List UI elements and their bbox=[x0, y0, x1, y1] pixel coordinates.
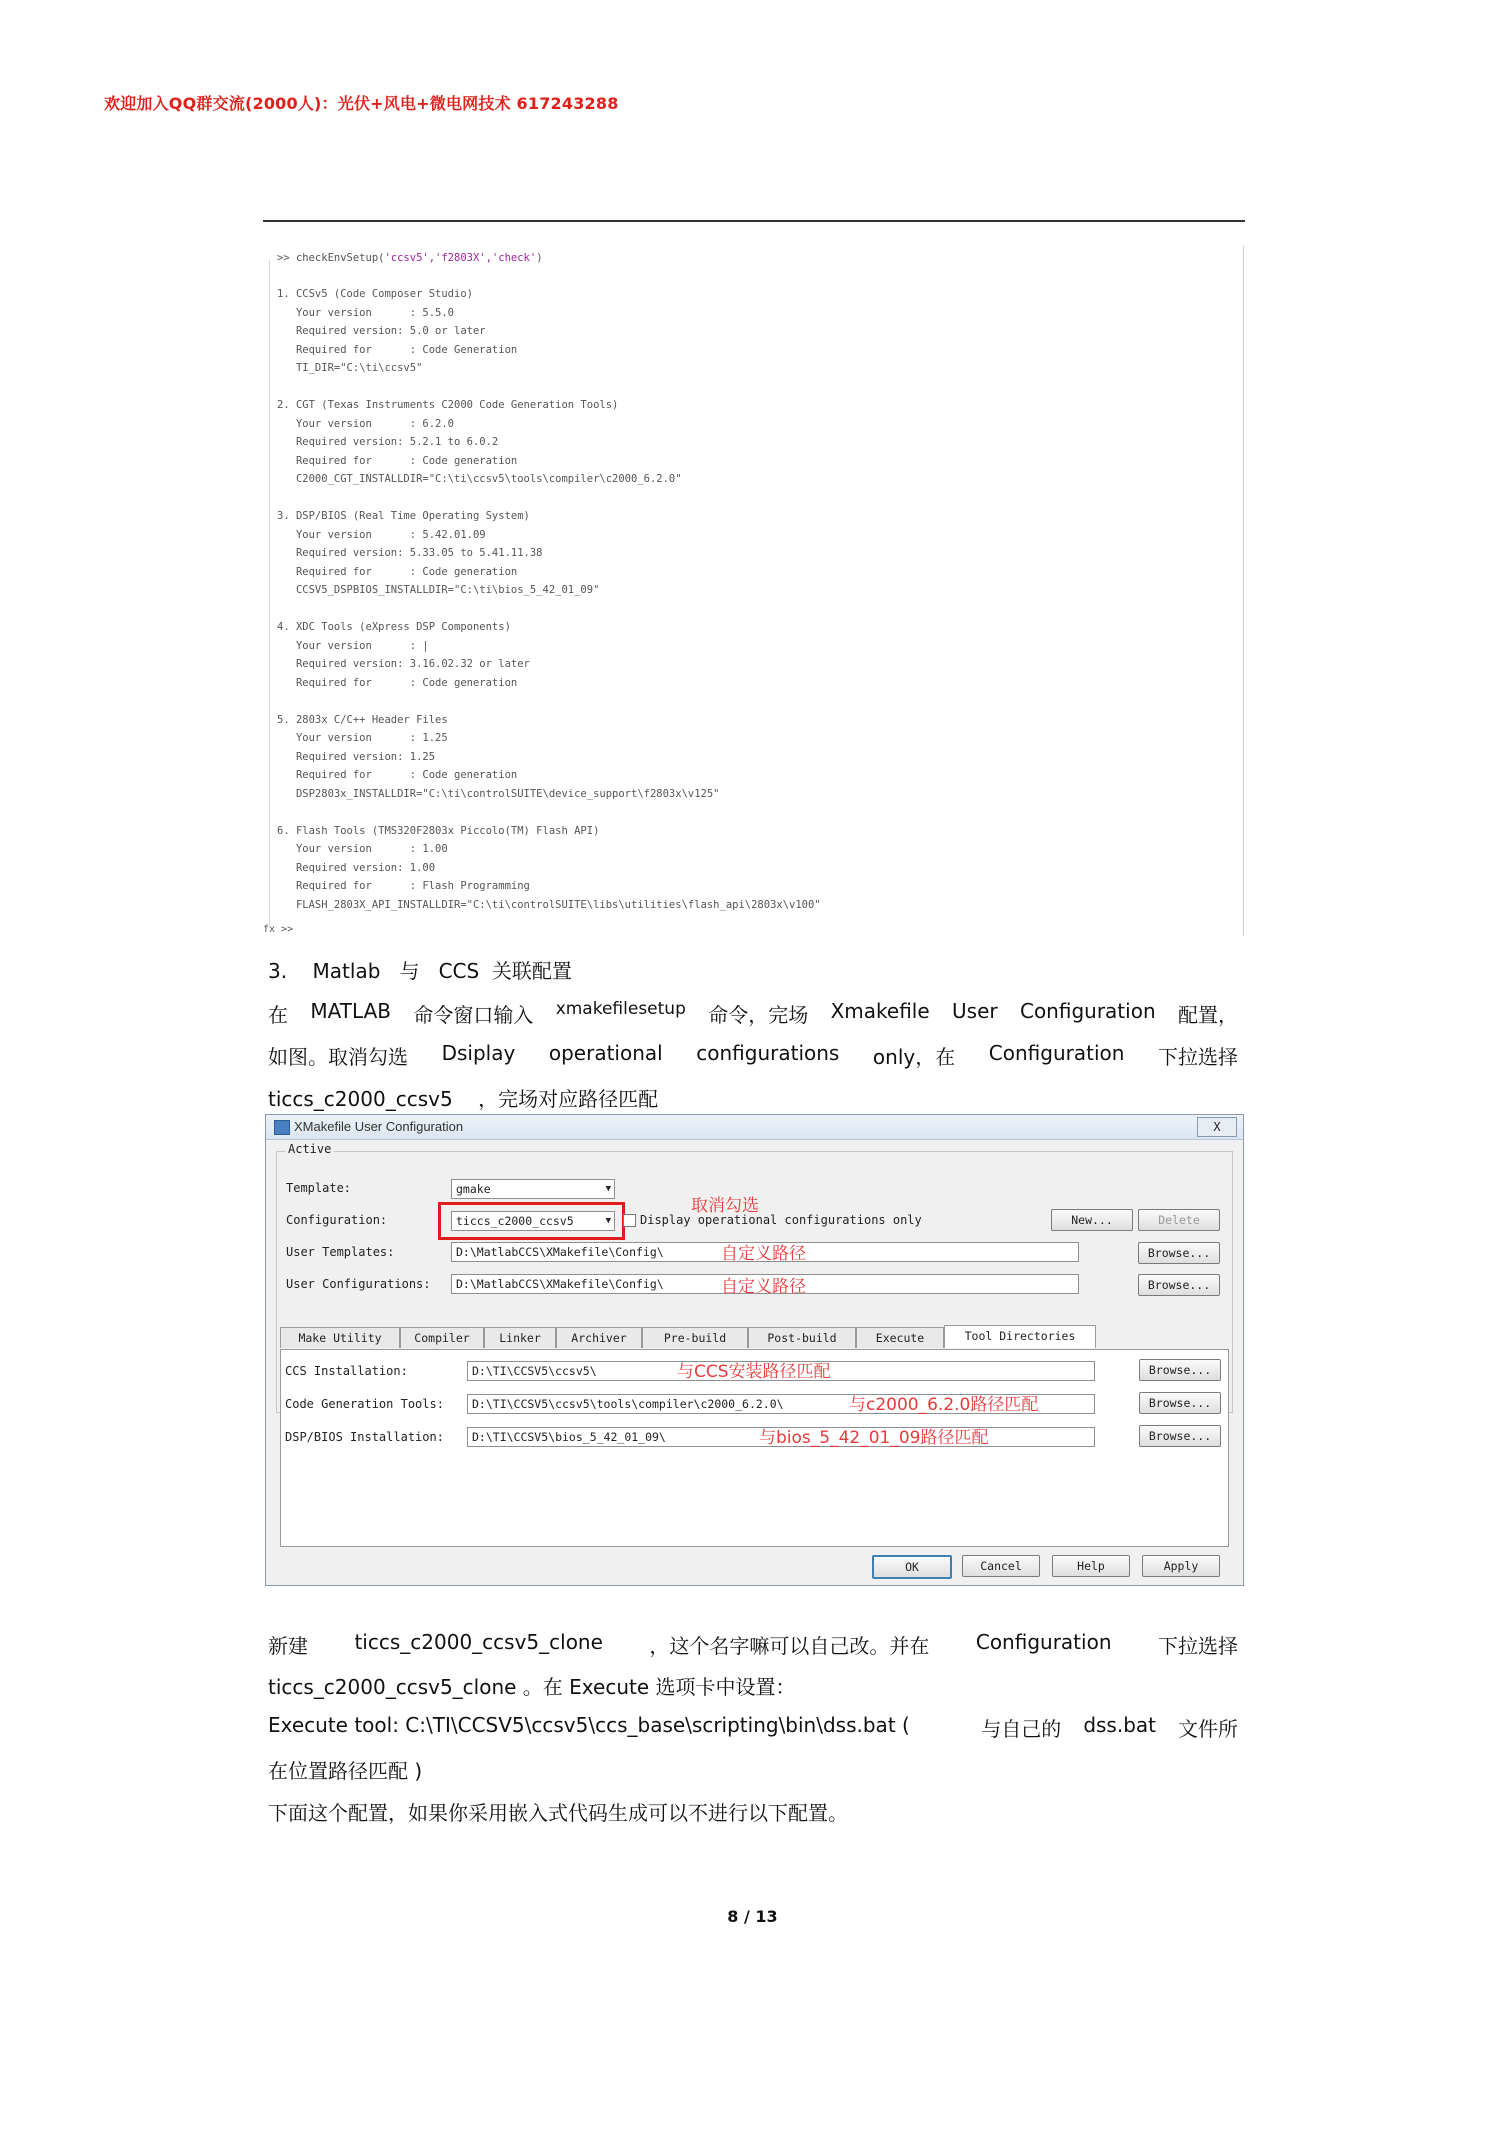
browse-bios-button[interactable]: Browse... bbox=[1139, 1425, 1221, 1447]
console-line: Required version: 3.16.02.32 or later bbox=[277, 658, 530, 670]
console-line: Required for : Flash Programming bbox=[277, 880, 530, 892]
tab-execute[interactable]: Execute bbox=[856, 1327, 944, 1348]
tab-post-build[interactable]: Post-build bbox=[748, 1327, 856, 1348]
console-line: Required version: 5.2.1 to 6.0.2 bbox=[277, 436, 499, 448]
tab-make-utility[interactable]: Make Utility bbox=[280, 1327, 400, 1348]
paragraph-line-1: 在 MATLAB 命令窗口输入 xmakefilesetup 命令，完场 Xmakefile User Configuration 配置， bbox=[268, 999, 1238, 1027]
ok-button[interactable]: OK bbox=[872, 1555, 952, 1579]
tab-compiler[interactable]: Compiler bbox=[400, 1327, 484, 1348]
annotation-custom-path-1: 自定义路径 bbox=[721, 1244, 806, 1264]
console-line: Required version: 5.0 or later bbox=[277, 325, 486, 337]
user-templates-label: User Templates: bbox=[286, 1245, 395, 1259]
console-line: Your version : 6.2.0 bbox=[277, 417, 455, 430]
annotation-uncheck: 取消勾选 bbox=[691, 1196, 759, 1216]
annotation-custom-path-2: 自定义路径 bbox=[721, 1277, 806, 1297]
user-templates-field[interactable]: D:\MatlabCCS\XMakefile\Config\ bbox=[451, 1242, 1079, 1262]
console-line: Your version : 5.42.01.09 bbox=[277, 528, 486, 541]
close-button[interactable]: X bbox=[1197, 1117, 1237, 1137]
annotation-ccs-match: 与CCS安装路径匹配 bbox=[677, 1362, 831, 1382]
console-line: 6. Flash Tools (TMS320F2803x Piccolo(TM) Flash API) bbox=[277, 824, 600, 837]
browse-cgt-button[interactable]: Browse... bbox=[1139, 1392, 1221, 1414]
active-group-label: Active bbox=[285, 1142, 334, 1156]
console-line: 3. DSP/BIOS (Real Time Operating System) bbox=[277, 510, 530, 522]
tab-tool-directories[interactable]: Tool Directories bbox=[944, 1325, 1096, 1348]
configuration-select[interactable]: ticcs_c2000_ccsv5 ▼ bbox=[451, 1211, 615, 1231]
console-line: 4. XDC Tools (eXpress DSP Components) bbox=[277, 621, 511, 633]
console-line: Required version: 1.00 bbox=[277, 861, 436, 874]
section-heading: 3. Matlab 与 CCS 关联配置 bbox=[268, 959, 572, 983]
configuration-label: Configuration: bbox=[286, 1213, 388, 1227]
user-configurations-field[interactable]: D:\MatlabCCS\XMakefile\Config\ bbox=[451, 1274, 1079, 1294]
console-line: Your version : 1.25 bbox=[277, 732, 448, 744]
after-line-1: 新建 ticcs_c2000_ccsv5_clone ，这个名字嘛可以自己改。并在 Configuration 下拉选择 bbox=[268, 1630, 1238, 1658]
code-generation-tools-label: Code Generation Tools: bbox=[285, 1397, 444, 1411]
console-line: TI_DIR="C:\ti\ccsv5" bbox=[277, 362, 423, 374]
console-command: >> checkEnvSetup('ccsv5','f2803X','check') bbox=[277, 252, 543, 264]
highlight-box bbox=[438, 1202, 625, 1240]
paragraph-line-3: ticcs_c2000_ccsv5 ，完场对应路径匹配 bbox=[268, 1087, 659, 1111]
display-operational-label: Display operational configurations only bbox=[640, 1213, 922, 1227]
annotation-cgt-match: 与c2000_6.2.0路径匹配 bbox=[849, 1395, 1039, 1415]
tab-strip bbox=[280, 1327, 1229, 1349]
dialog-title: XMakefile User Configuration bbox=[294, 1119, 464, 1134]
cancel-button[interactable]: Cancel bbox=[962, 1555, 1040, 1577]
console-line: Required for : Code generation bbox=[277, 565, 518, 578]
console-line: 1. CCSv5 (Code Composer Studio) bbox=[277, 288, 473, 300]
dsp-bios-installation-field[interactable]: D:\TI\CCSV5\bios_5_42_01_09\ bbox=[467, 1427, 1095, 1447]
after-line-2: ticcs_c2000_ccsv5_clone 。在 Execute 选项卡中设置： bbox=[268, 1675, 796, 1699]
console-line: Required for : Code generation bbox=[277, 454, 518, 467]
console-margin-line bbox=[269, 260, 270, 926]
after-line-4: 在位置路径匹配 ) bbox=[268, 1759, 423, 1783]
browse-templates-button[interactable]: Browse... bbox=[1138, 1242, 1220, 1264]
console-prompt: fx >> bbox=[263, 924, 294, 935]
browse-ccs-button[interactable]: Browse... bbox=[1139, 1359, 1221, 1381]
annotation-bios-match: 与bios_5_42_01_09路径匹配 bbox=[759, 1428, 989, 1448]
app-icon bbox=[274, 1120, 290, 1135]
console-line: Required for : Code generation bbox=[277, 769, 518, 781]
matlab-console-screenshot bbox=[263, 246, 1244, 936]
delete-button[interactable]: Delete bbox=[1138, 1209, 1220, 1231]
template-label: Template: bbox=[286, 1181, 352, 1195]
ccs-installation-label: CCS Installation: bbox=[285, 1364, 408, 1378]
console-line: C2000_CGT_INSTALLDIR="C:\ti\ccsv5\tools\compiler\c2000_6.2.0" bbox=[277, 473, 682, 485]
dialog-titlebar bbox=[266, 1115, 1243, 1140]
chevron-down-icon: ▼ bbox=[605, 1184, 611, 1194]
dsp-bios-installation-label: DSP/BIOS Installation: bbox=[285, 1430, 444, 1444]
chevron-down-icon: ▼ bbox=[605, 1216, 611, 1226]
tab-pre-build[interactable]: Pre-build bbox=[642, 1327, 748, 1348]
help-button[interactable]: Help bbox=[1052, 1555, 1130, 1577]
header-rule bbox=[263, 220, 1245, 222]
console-line: Your version : | bbox=[277, 639, 429, 652]
console-line: 2. CGT (Texas Instruments C2000 Code Generation Tools) bbox=[277, 399, 619, 411]
user-configurations-label: User Configurations: bbox=[286, 1277, 431, 1291]
qq-group-banner: 欢迎加入QQ群交流(2000人)：光伏+风电+微电网技术 617243288 bbox=[104, 94, 619, 113]
display-operational-checkbox[interactable] bbox=[623, 1214, 636, 1227]
tool-directories-panel bbox=[280, 1349, 1229, 1547]
tab-archiver[interactable]: Archiver bbox=[556, 1327, 642, 1348]
console-line: Required version: 1.25 bbox=[277, 750, 436, 763]
page-number: 8 / 13 bbox=[727, 1907, 778, 1926]
console-line: DSP2803x_INSTALLDIR="C:\ti\controlSUITE\device_support\f2803x\v125" bbox=[277, 787, 720, 800]
console-line: CCSV5_DSPBIOS_INSTALLDIR="C:\ti\bios_5_42_01_09" bbox=[277, 584, 600, 596]
apply-button[interactable]: Apply bbox=[1142, 1555, 1220, 1577]
after-line-5: 下面这个配置，如果你采用嵌入式代码生成可以不进行以下配置。 bbox=[268, 1801, 848, 1825]
paragraph-line-2: 如图。取消勾选 Dsiplay operational configurations only，在 Configuration 下拉选择 bbox=[268, 1041, 1238, 1069]
console-line: Required for : Code Generation bbox=[277, 343, 518, 356]
after-line-3: Execute tool: C:\TI\CCSV5\ccsv5\ccs_base\scripting\bin\dss.bat ( 与自己的 dss.bat 文件所 bbox=[268, 1713, 1238, 1741]
console-line: 5. 2803x C/C++ Header Files bbox=[277, 713, 448, 726]
tab-linker[interactable]: Linker bbox=[484, 1327, 556, 1348]
ccs-installation-field[interactable]: D:\TI\CCSV5\ccsv5\ bbox=[467, 1361, 1095, 1381]
browse-configurations-button[interactable]: Browse... bbox=[1138, 1274, 1220, 1296]
new-button[interactable]: New... bbox=[1051, 1209, 1133, 1231]
console-line: Your version : 1.00 bbox=[277, 843, 448, 855]
console-line: Required for : Code generation bbox=[277, 676, 518, 689]
code-generation-tools-field[interactable]: D:\TI\CCSV5\ccsv5\tools\compiler\c2000_6.2.0\ bbox=[467, 1394, 1095, 1414]
template-select[interactable]: gmake ▼ bbox=[451, 1179, 615, 1199]
xmakefile-dialog bbox=[265, 1114, 1244, 1586]
console-line: Required version: 5.33.05 to 5.41.11.38 bbox=[277, 547, 543, 559]
console-line: FLASH_2803X_API_INSTALLDIR="C:\ti\controlSUITE\libs\utilities\flash_api\2803x\v100" bbox=[277, 898, 821, 911]
console-line: Your version : 5.5.0 bbox=[277, 306, 455, 319]
